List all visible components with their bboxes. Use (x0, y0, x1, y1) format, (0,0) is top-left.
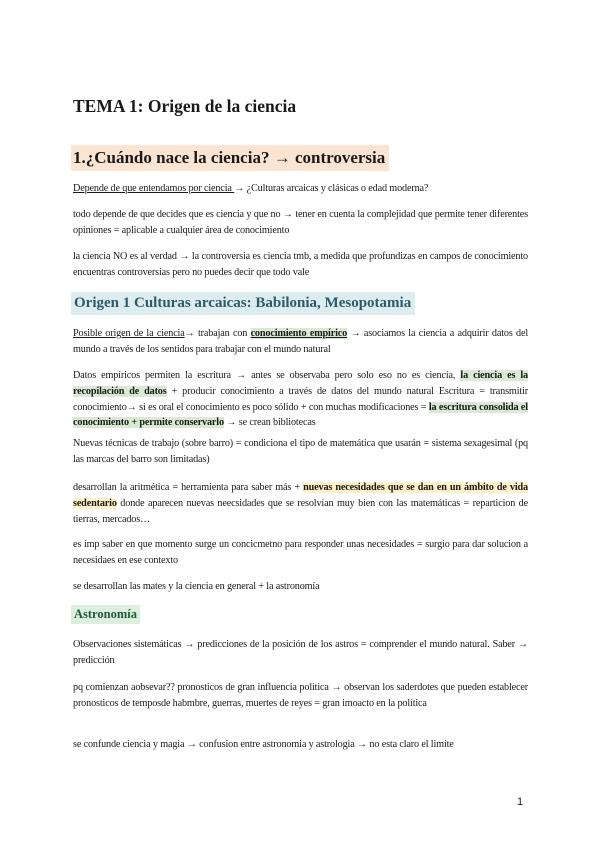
paragraph: se desarrollan las mates y la ciencia en general + la astronomía (73, 581, 320, 592)
highlight-green: la escritura consolida el conocimiento + permite conservarlo (73, 401, 528, 429)
text-run: → se crean bibliotecas (223, 417, 316, 429)
text-run: → asociamos la ciencia a adquirir datos del mundo a través de los sentidos para trabajar con el mundo natural (73, 328, 529, 355)
text-run: donde aparecen nuevas neecsidades que se resolvían muy bien con las matemáticas = reparticion de tierras, mercados… (73, 497, 528, 525)
paragraph: se confunde ciencia y magia → confusion entre astronomia y astrologia → no esta claro el limite (73, 739, 454, 750)
paragraph: la ciencia NO es al verdad → la controversia es ciencia tmb, a medida que profundizas en campos de conocimiento encuentras controversias pero no puedes decir que todo vale (73, 251, 528, 278)
section-heading-origen-1: Origen 1 Culturas arcaicas: Babilonia, Mesopotamia (71, 292, 415, 315)
document-title: TEMA 1: Origen de la ciencia (73, 96, 297, 116)
paragraph: todo depende de que decides que es ciencia y que no → tener en cuenta la complejidad que permite tener diferentes opiniones = aplicable a cualquier área de conocimiento (73, 209, 528, 236)
text-run: + producir conocimiento a través de datos del mundo natural Escritura = transmitir conocimiento→ si es oral el conocimiento es poco sólido + con muchas modificaciones = (73, 385, 528, 413)
paragraph (73, 326, 528, 358)
section-heading-astronomia: Astronomía (71, 605, 140, 624)
text-run: → trabajan con (184, 328, 251, 339)
paragraph (73, 480, 528, 527)
paragraph: Nuevas técnicas de trabajo (sobre barro) = condiciona el tipo de matemática que usarán = sistema sexagesimal (pq las marcas del barro son limitadas) (73, 438, 528, 465)
page-number: 1 (517, 796, 524, 808)
paragraph: Observaciones sistemáticas → predicciones de la posición de los astros = comprender el mundo natural. Saber → predicción (73, 639, 528, 666)
section-heading-cuando-nace: 1.¿Cuándo nace la ciencia? → controversia (71, 145, 389, 171)
paragraph: es imp saber en que momento surge un concicmetno para responder unas necesidades = surgio para dar solucion a necesidaes en ese contexto (73, 539, 528, 566)
text-run: Datos empíricos permiten la escritura → antes se observaba pero solo eso no es ciencia, (73, 370, 461, 381)
highlight-green: conocimiento empírico (250, 328, 348, 339)
text-run: → ¿Culturas arcaicas y clásicas o edad moderna? (234, 183, 429, 194)
text-run: desarrollan la aritmética = herramienta para saber más + (73, 482, 304, 493)
paragraph (73, 181, 528, 197)
highlight-green: la ciencia es la recopilación de datos (73, 370, 528, 397)
highlight-yellow: nuevas necesidades que se dan en un ámbito de vida sedentario (73, 482, 528, 509)
underlined-text: Depende de que entendamos por ciencia (73, 183, 235, 194)
paragraph (73, 368, 528, 431)
underlined-text: Posible origen de la ciencia (73, 328, 185, 339)
paragraph: pq comienzan aobsevar?? pronosticos de gran influencia politica → observan los saderdotes que pueden establecer pronosticos de temposde habmbre, guerras, muertes de reyes = gran imoacto en la política (73, 682, 528, 709)
